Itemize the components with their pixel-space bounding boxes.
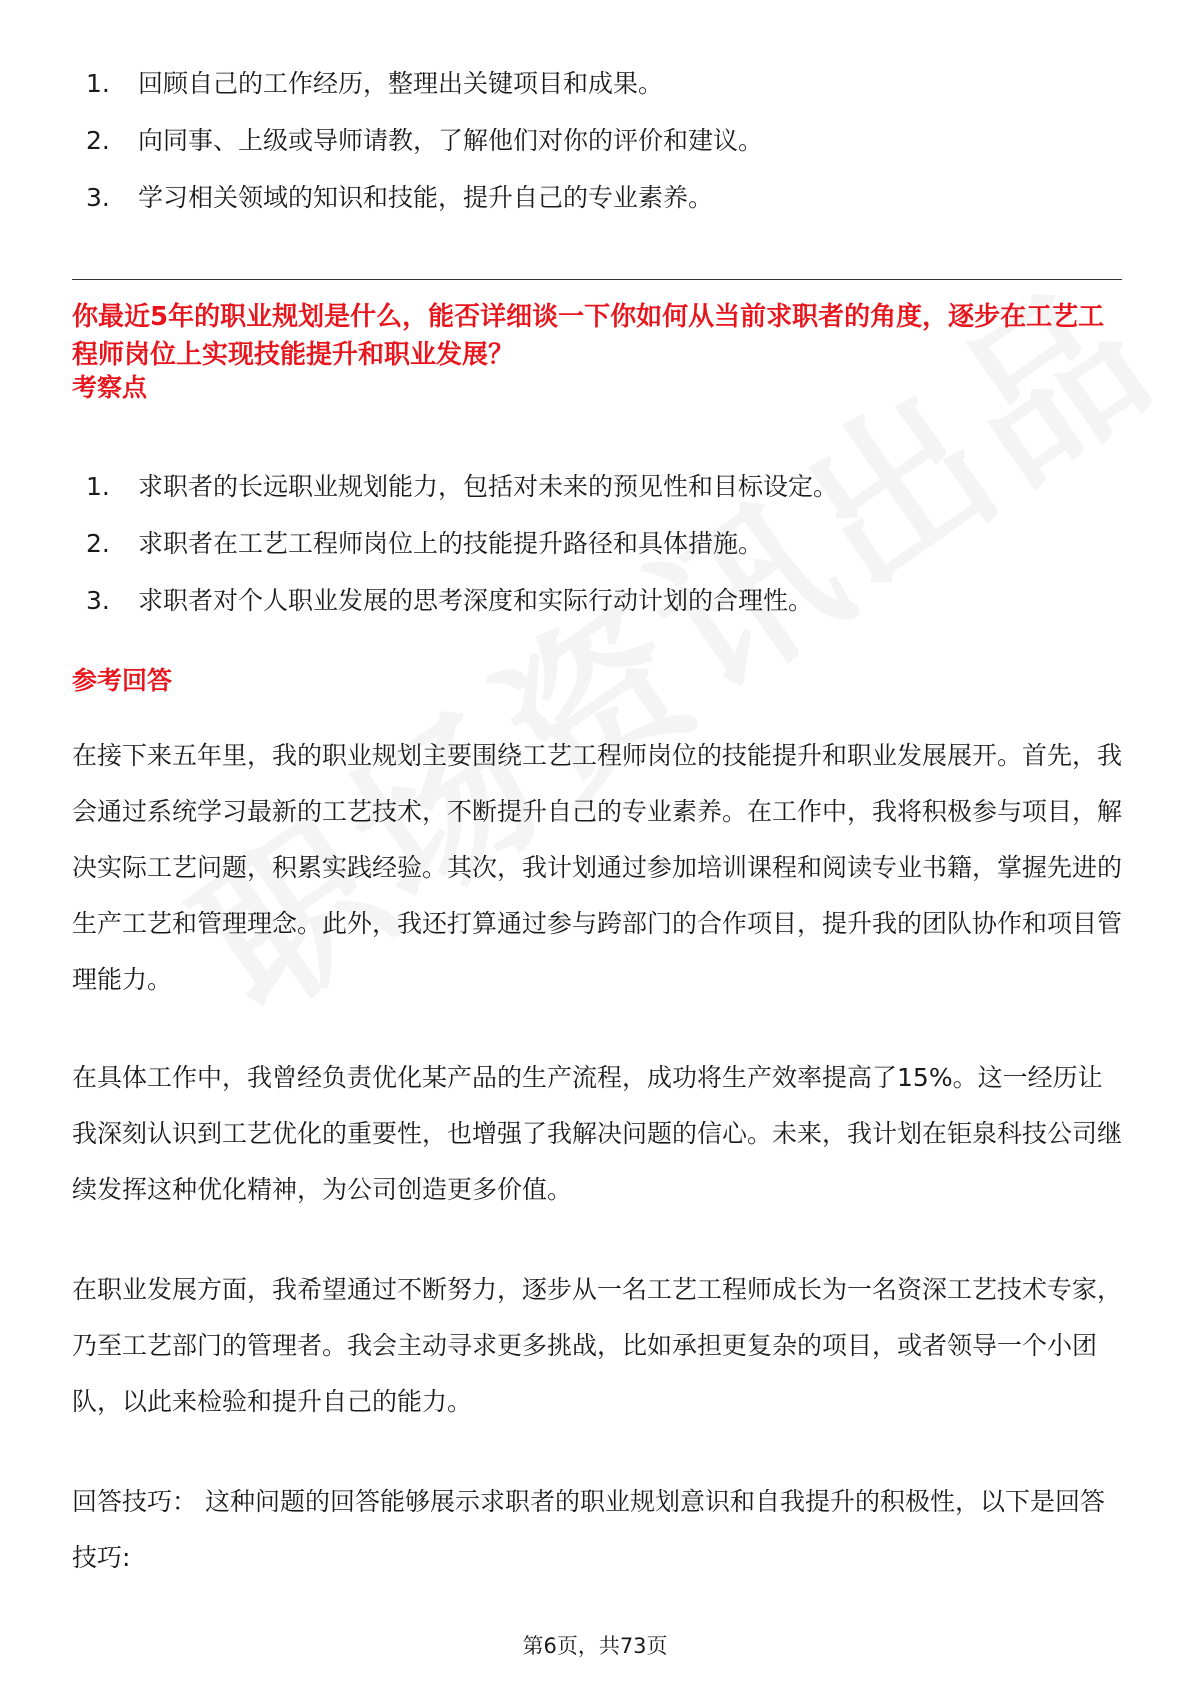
answer-tips-intro: 回答技巧： 这种问题的回答能够展示求职者的职业规划意识和自我提升的积极性，以下是回答技巧: <box>72 1487 1105 1572</box>
list-text: 学习相关领域的知识和技能，提升自己的专业素养。 <box>138 183 714 212</box>
list-item <box>72 572 838 629</box>
list-item <box>72 112 763 169</box>
points-heading: 考察点 <box>72 373 148 402</box>
list-item <box>72 55 763 112</box>
list-text: 向同事、上级或导师请教，了解他们对你的评价和建议。 <box>138 126 764 155</box>
list-number: 3. <box>86 586 110 615</box>
list-text: 回顾自己的工作经历，整理出关键项目和成果。 <box>138 69 664 98</box>
interview-question: 你最近5年的职业规划是什么，能否详细谈一下你如何从当前求职者的角度，逐步在工艺工程师岗位上实现技能提升和职业发展？ <box>72 302 1105 370</box>
answer-paragraph: 在职业发展方面，我希望通过不断努力，逐步从一名工艺工程师成长为一名资深工艺技术专家，乃至工艺部门的管理者。我会主动寻求更多挑战，比如承担更复杂的项目，或者领导一个小团队，以此来检验和提升自己的能力。 <box>72 1275 1123 1416</box>
points-list <box>72 458 838 629</box>
list-number: 2. <box>86 126 110 155</box>
list-text: 求职者对个人职业发展的思考深度和实际行动计划的合理性。 <box>138 586 814 615</box>
previous-tips-list <box>72 55 763 226</box>
answer-heading: 参考回答 <box>72 666 173 695</box>
answer-paragraph: 在接下来五年里，我的职业规划主要围绕工艺工程师岗位的技能提升和职业发展展开。首先，我会通过系统学习最新的工艺技术，不断提升自己的专业素养。在工作中，我将积极参与项目，解决实际工艺问题，积累实践经验。其次，我计划通过参加培训课程和阅读专业书籍，掌握先进的生产工艺和管理理念。此外，我还打算通过参与跨部门的合作项目，提升我的团队协作和项目管理能力。 <box>72 741 1123 994</box>
section-divider <box>72 279 1122 280</box>
page-number: 第6页，共73页 <box>522 1634 668 1658</box>
list-text: 求职者的长远职业规划能力，包括对未来的预见性和目标设定。 <box>138 472 839 501</box>
list-text: 求职者在工艺工程师岗位上的技能提升路径和具体措施。 <box>138 529 764 558</box>
answer-paragraph: 在具体工作中，我曾经负责优化某产品的生产流程，成功将生产效率提高了15%。这一经历让我深刻认识到工艺优化的重要性，也增强了我解决问题的信心。未来，我计划在钜泉科技公司继续发挥这种优化精神，为公司创造更多价值。 <box>72 1063 1123 1204</box>
list-number: 1. <box>86 69 110 98</box>
list-number: 1. <box>86 472 110 501</box>
list-item <box>72 169 763 226</box>
list-item <box>72 458 838 515</box>
list-number: 2. <box>86 529 110 558</box>
list-item <box>72 515 838 572</box>
list-number: 3. <box>86 183 110 212</box>
